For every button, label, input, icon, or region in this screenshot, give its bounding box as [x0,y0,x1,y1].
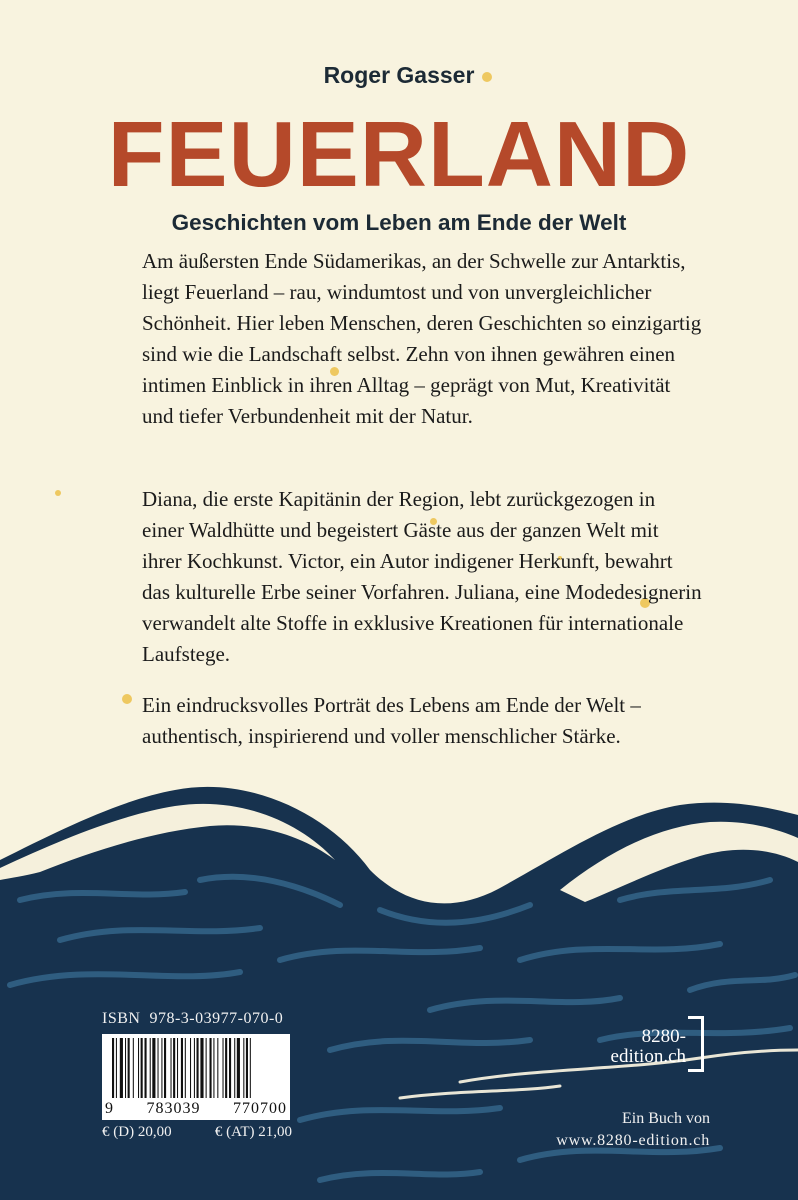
paint-speck [55,490,61,496]
barcode-digit-group-left: 783039 [146,1100,201,1117]
isbn-number: 978-3-03977-070-0 [149,1010,284,1027]
book-title: FEUERLAND [107,102,691,206]
publisher-logo [598,1016,704,1072]
publisher-logo-line2: edition.ch [610,1046,686,1067]
blurb-paragraph-1: Am äußersten Ende Südamerikas, an der Schwelle zur Antarktis, liegt Feuerland – rau, windumtost und von unvergleichlicher Schönheit. Hier leben Menschen, deren Geschichten so einzigartig sind wie die Landschaft selbst. Zehn von ihnen gewähren einen intimen Einblick in ihren Alltag – geprägt von Mut, Kreativität und tiefer Verbundenheit mit der Natur. [142,249,702,428]
publisher-logo-bracket [688,1016,704,1072]
price-germany: € (D) 20,00 [102,1124,172,1140]
price-line [102,1124,292,1141]
isbn-barcode [102,1034,290,1120]
publisher-logo-line1: 8280- [641,1026,686,1047]
blurb-paragraph-3: Ein eindrucksvolles Porträt des Lebens am Ende der Welt – authentisch, inspirierend und voller menschlicher Stärke. [142,693,641,748]
price-austria: € (AT) 21,00 [214,1124,292,1140]
barcode-digit-prefix: 9 [105,1100,114,1117]
barcode-digit-group-right: 770700 [233,1100,287,1117]
barcode-digits [102,1100,290,1118]
author-name: Roger Gasser [323,62,475,88]
isbn-line [102,1010,283,1028]
publisher-tagline: Ein Buch von [622,1110,710,1127]
book-subtitle: Geschichten vom Leben am Ende der Welt [171,210,627,235]
isbn-label: ISBN [102,1010,141,1027]
blurb-paragraph-2: Diana, die erste Kapitänin der Region, lebt zurückgezogen in einer Waldhütte und begeistert Gäste aus der ganzen Welt mit ihrer Kochkunst. Victor, ein Autor indigener Herkunft, bewahrt das kulturelle Erbe seiner Vorfahren. Juliana, eine Modedesignerin verwandelt alte Stoffe in exklusive Kreationen für internationale Laufstege. [142,487,702,666]
paint-speck [122,694,132,704]
publisher-url: www.8280-edition.ch [556,1132,710,1149]
